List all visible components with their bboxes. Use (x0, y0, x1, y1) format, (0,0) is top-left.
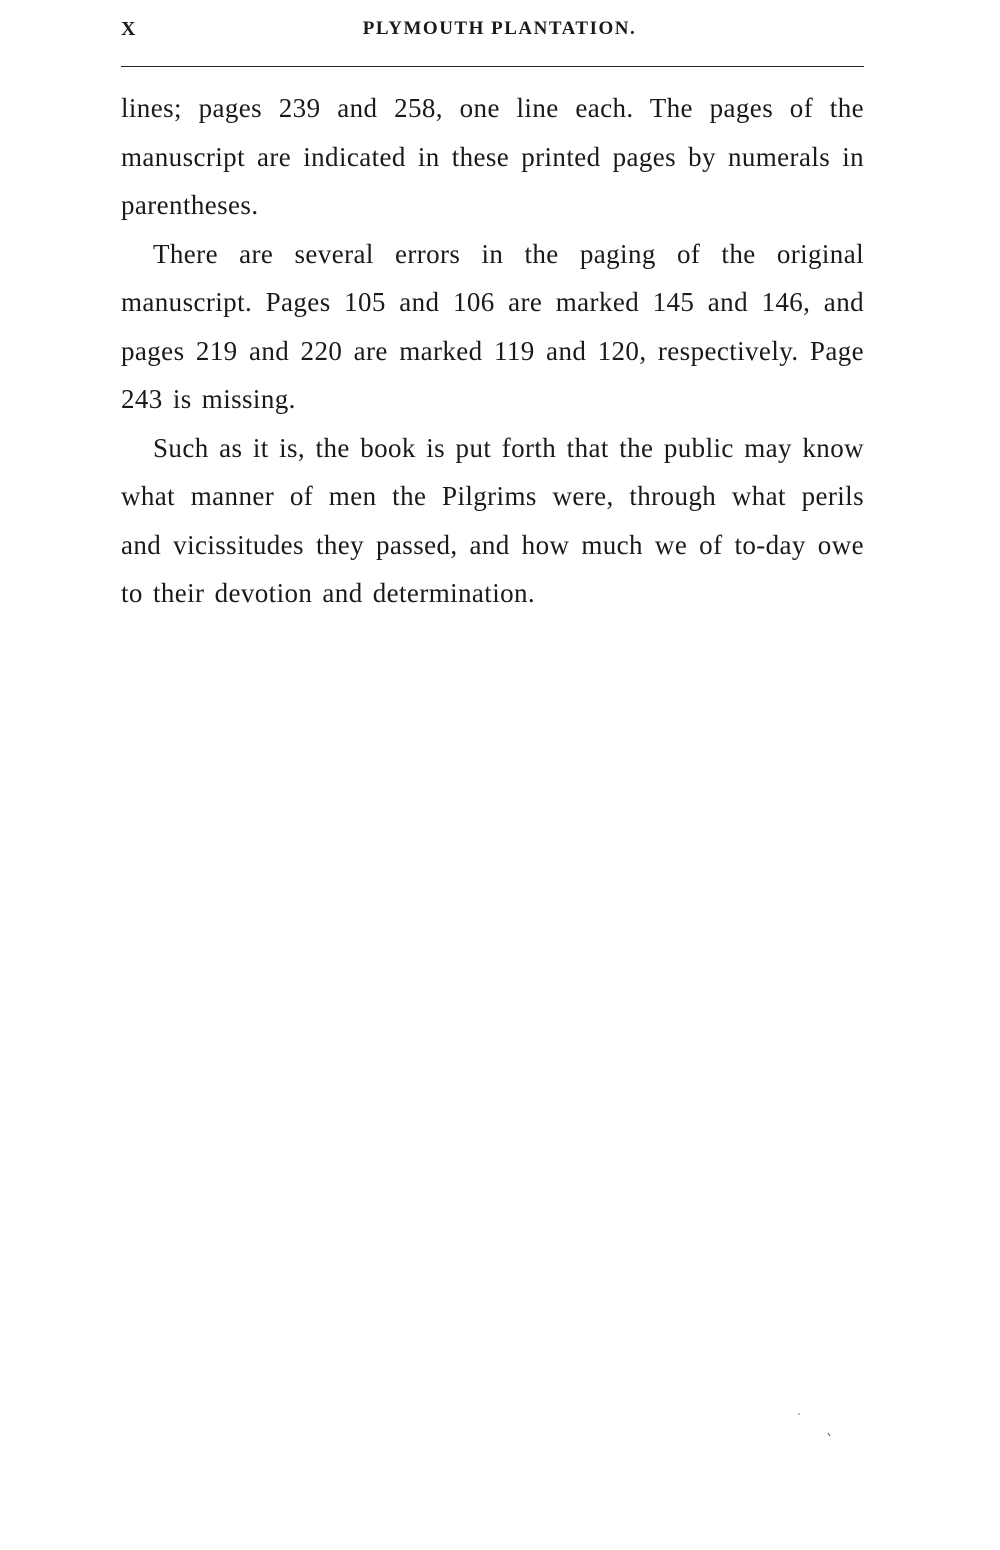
header-rule (121, 66, 864, 67)
scan-specks (795, 1410, 835, 1440)
paragraph-closing: Such as it is, the book is put forth that the public may know what manner of men the Pilgrims were, through what perils and vicissitudes they passed, and how much we of to-day owe to their devotion and determination. (121, 432, 864, 608)
body-text (121, 84, 864, 618)
paragraph-paging-errors: There are several errors in the paging of the original manuscript. Pages 105 and 106 are marked 145 and 146, and pages 219 and 220 are marked 119 and 120, respectively. Page 243 is missing. (121, 238, 864, 414)
running-head (121, 18, 864, 46)
page-number: X (121, 18, 137, 40)
running-title: PLYMOUTH PLANTATION. (362, 18, 637, 39)
paragraph-continued: lines; pages 239 and 258, one line each. The pages of the manuscript are indicated in these printed pages by numerals in parentheses. (121, 93, 864, 220)
